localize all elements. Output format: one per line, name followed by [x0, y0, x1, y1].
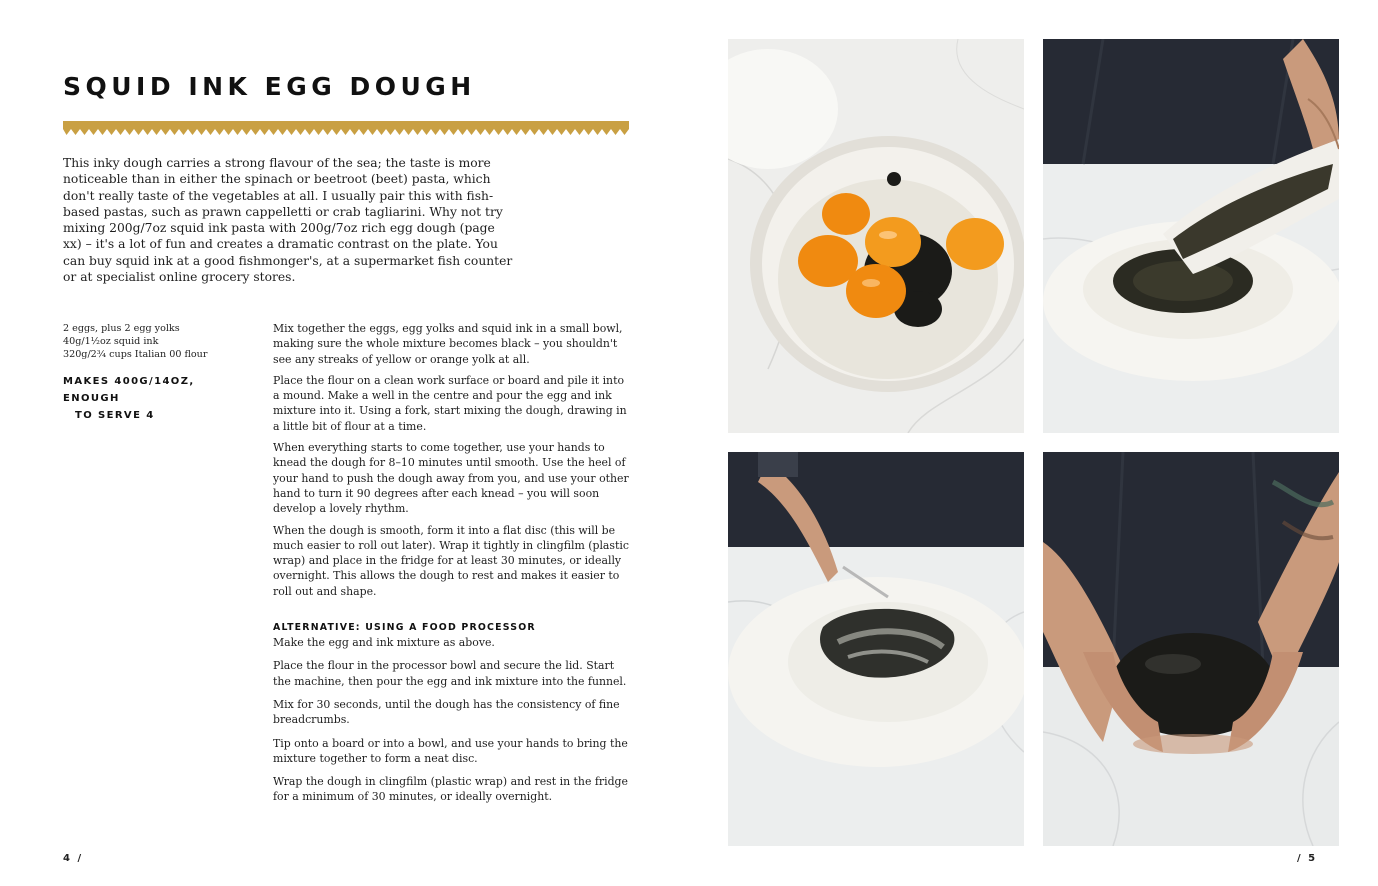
alternative-step: Wrap the dough in clingfilm (plastic wrap) and rest in the fridge for a minimum of 30 minutes, or ideally overnight. — [273, 775, 628, 804]
recipe-intro: This inky dough carries a strong flavour of the sea; the taste is more noticeable than in either the spinach or beetroot (beet) pasta, which don't really taste of the vegetables at all. I usually pair this with fish-based pastas, such as prawn cappelletti or crab tagliarini. Why not try mixing 200g/7oz squid ink pasta with 200g/7oz rich egg dough (page xx) – it's a lot of fun and creates a dramatic contrast on the plate. You can buy squid ink at a good fishmonger's, at a supermarket fish counter or at specialist online grocery stores. — [63, 156, 513, 285]
yield-note — [63, 373, 253, 424]
alternative-step: Mix for 30 seconds, until the dough has the consistency of fine breadcrumbs. — [273, 697, 620, 727]
photo-holding-dough-ball — [1043, 452, 1339, 846]
ingredient-line: 40g/1½oz squid ink — [63, 336, 159, 347]
method-step: When the dough is smooth, form it into a flat disc (this will be much easier to roll out later). Wrap it tightly in clingfilm (plastic wrap) and place in the fridge for at least 30 minutes, or ideally overnight. This allows the dough to rest and makes it easier to roll out and shape. — [273, 523, 629, 598]
ingredient-line: 320g/2¾ cups Italian 00 flour — [63, 349, 208, 360]
method-step: When everything starts to come together, use your hands to knead the dough for 8–10 minutes until smooth. Use the heel of your hand to push the dough away from you, and use your other hand to turn it 90 degrees after each knead – you will soon develop a lovely rhythm. — [273, 441, 629, 516]
alternative-step: Place the flour in the processor bowl and secure the lid. Start the machine, then pour the egg and ink mixture into the funnel. — [273, 659, 627, 688]
zigzag-band — [63, 121, 629, 135]
photo-mixing-with-fork — [728, 452, 1024, 846]
zigzag-divider — [63, 121, 629, 135]
recipe-title: SQUID INK EGG DOUGH — [63, 72, 476, 101]
page-number-left: 4 / — [63, 853, 84, 864]
method-step: Place the flour on a clean work surface or board and pile it into a mound. Make a well in the centre and pour the egg and ink mixture into it. Using a fork, start mixing the dough, drawing in a little bit of flour at a time. — [273, 373, 627, 433]
alternative-step: Make the egg and ink mixture as above. — [273, 636, 495, 650]
alternative-steps — [273, 635, 629, 805]
alternative-heading: ALTERNATIVE: USING A FOOD PROCESSOR — [273, 622, 536, 634]
photo-pouring-into-flour-well — [1043, 39, 1339, 433]
method-block — [273, 321, 629, 813]
ingredients-block — [63, 322, 253, 424]
yield-line-1: MAKES 400G/14OZ, ENOUGH — [63, 376, 195, 404]
ingredient-line: 2 eggs, plus 2 egg yolks — [63, 323, 180, 334]
yield-line-2: TO SERVE 4 — [75, 410, 155, 421]
method-step: Mix together the eggs, egg yolks and squid ink in a small bowl, making sure the whole mixture becomes black – you shouldn't see any streaks of yellow or orange yolk at all. — [273, 322, 623, 366]
alternative-step: Tip onto a board or into a bowl, and use your hands to bring the mixture together to form a neat disc. — [273, 736, 628, 765]
photo-eggs-and-ink-in-bowl — [728, 39, 1024, 433]
page-number-right: / 5 — [1297, 853, 1318, 864]
